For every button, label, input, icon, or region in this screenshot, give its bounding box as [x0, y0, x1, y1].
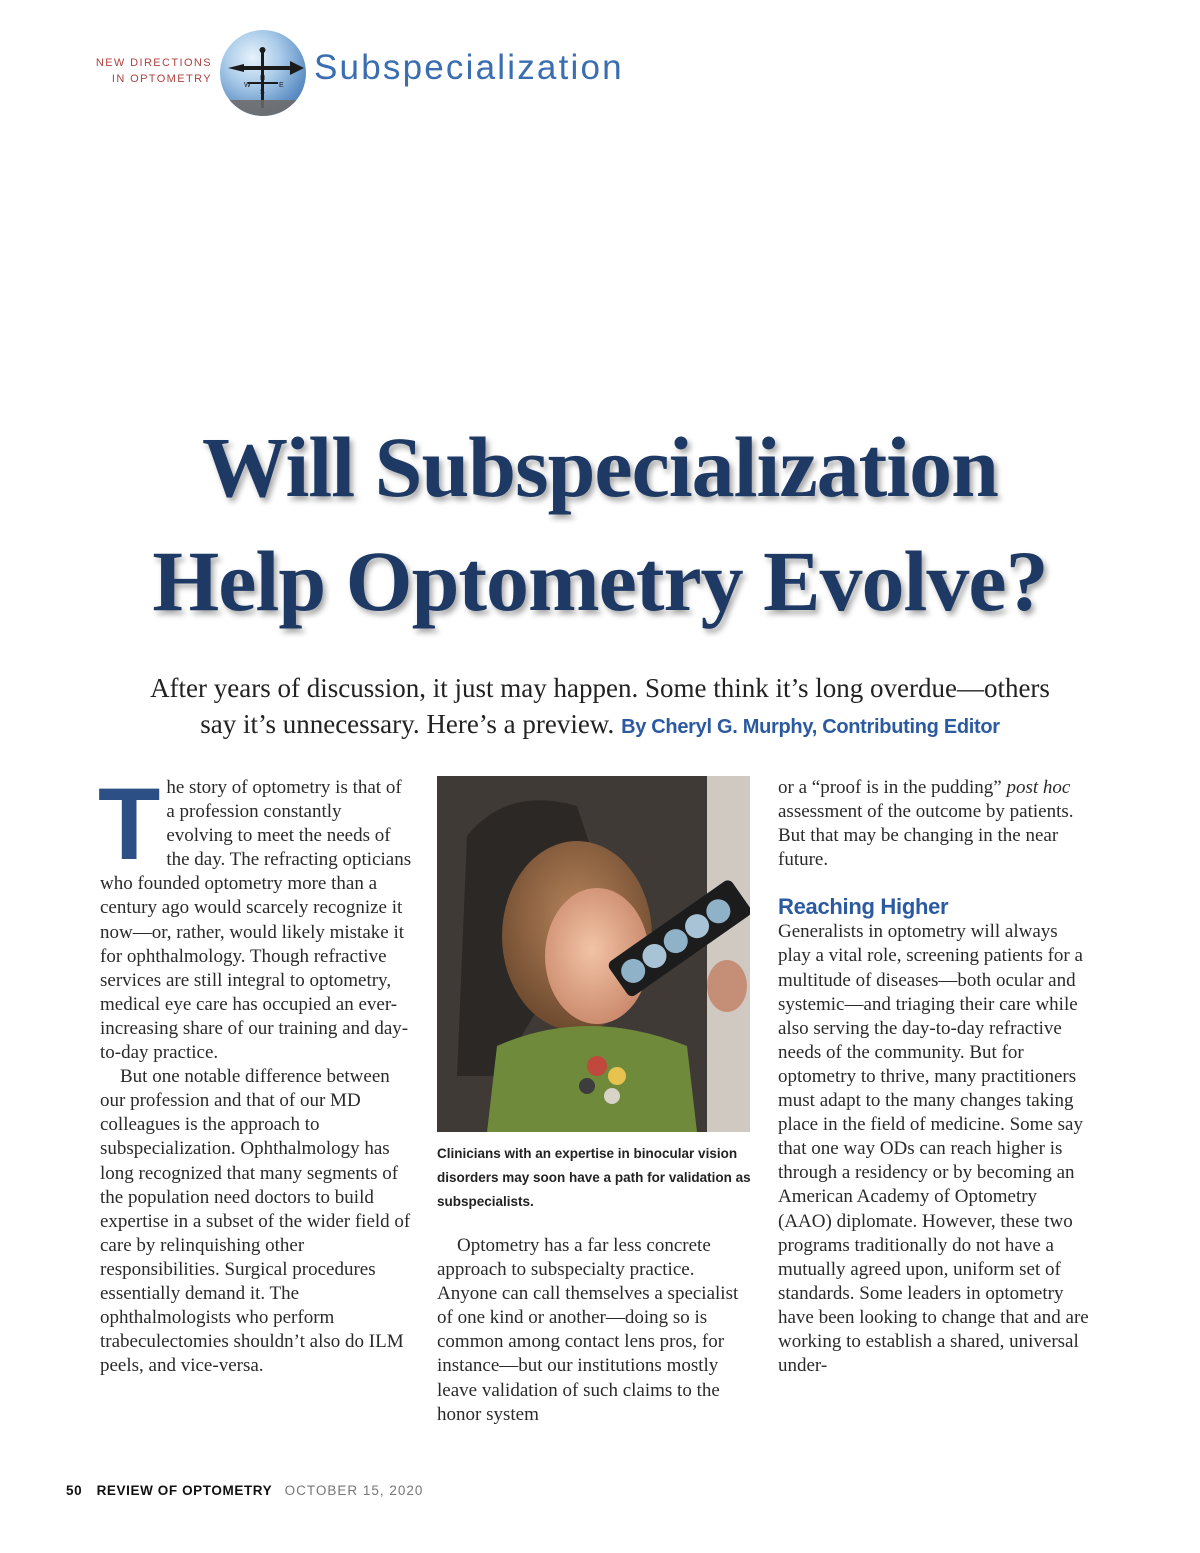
paragraph-2: But one notable difference between our profession and that of our MD colleagues is the approach to subspecialization. Ophthalmology has long recognized that many segments of the population need doctors to build expertise in a subset of the wider field of care by relinquishing other responsibilities. Surgical procedures essentially demand it. The ophthalmologists who perform trabeculectomies shouldn’t also do ILM peels, and vice-versa. [100, 1066, 411, 1377]
headline [40, 410, 1160, 638]
headline-line-2: Help Optometry Evolve? [152, 533, 1048, 629]
svg-text:W: W [244, 82, 251, 89]
headline-line-1: Will Subspecialization [202, 419, 998, 515]
issue-date: OCTOBER 15, 2020 [284, 1483, 424, 1498]
paragraph-1-text: he story of optometry is that of a profession constantly evolving to meet the needs of the day. The refracting opticians who founded optometry more than a century ago would scarcely recognize it now—or, rather, would likely mistake it for ophthalmology. Though refractive services are still integral to optometry, medical eye care has occupied an ever-increasing share of our training and day-to-day practice. [100, 777, 412, 1064]
paragraph-4 [778, 776, 1090, 872]
magazine-name: REVIEW OF OPTOMETRY [96, 1483, 273, 1498]
page-number: 50 [66, 1483, 83, 1498]
article-photo [437, 776, 750, 1132]
article-column-1 [98, 767, 412, 1378]
paragraph-5: Generalists in optometry will always play a vital role, screening patients for a multitude of diseases—both ocular and systemic—and triaging their care while also serving the day-to-day refractive needs of the community. But for optometry to thrive, many practitioners must adapt to the many changes taking place in the field of medicine. Some say that one way ODs can reach higher is through a residency or by becoming an American Academy of Optometry (AAO) diplomate. However, these two programs traditionally do not have a mutually agreed upon, uniform set of standards. Some leaders in optometry have been looking to change that and are working to establish a shared, universal under- [778, 921, 1089, 1377]
dek-line-1: After years of discussion, it just may happen. Some think it’s long overdue—others [150, 673, 1050, 703]
dek [60, 670, 1140, 745]
kicker-line-2: IN OPTOMETRY [111, 73, 212, 85]
page-footer [66, 1483, 423, 1498]
paragraph-4-italic: post hoc [1006, 777, 1071, 798]
article-column-2 [437, 1234, 751, 1427]
subhead: Reaching Higher [778, 894, 949, 920]
paragraph-1 [98, 767, 412, 1065]
svg-text:N: N [260, 75, 266, 82]
paragraph-4-text-b: assessment of the outcome by patients. But that may be changing in the near future. [778, 801, 1074, 871]
paragraph-4-text-a: or a “proof is in the pudding” [778, 777, 1007, 798]
dek-line-2 [60, 706, 1140, 745]
photo-caption: Clinicians with an expertise in binocular vision disorders may soon have a path for validation as subspecialists. [437, 1146, 751, 1209]
weathervane-icon [220, 30, 306, 116]
article-column-3 [778, 776, 1090, 1378]
paragraph-3: Optometry has a far less concrete approach to subspecialty practice. Anyone can call themselves a specialist of one kind or another—doing so is common among contact lens pros, for instance—but our institutions mostly leave validation of such claims to the honor system [437, 1235, 739, 1425]
section-title: Subspecialization [314, 48, 624, 87]
drop-cap: T [98, 767, 161, 881]
dek-line-2-text: say it’s unnecessary. Here’s a preview. [200, 709, 615, 739]
section-kicker [60, 55, 212, 87]
svg-text:E: E [279, 82, 284, 89]
kicker-line-1: NEW DIRECTIONS [95, 57, 212, 69]
byline: By Cheryl G. Murphy, Contributing Editor [621, 716, 1000, 738]
svg-text:S: S [260, 89, 265, 96]
